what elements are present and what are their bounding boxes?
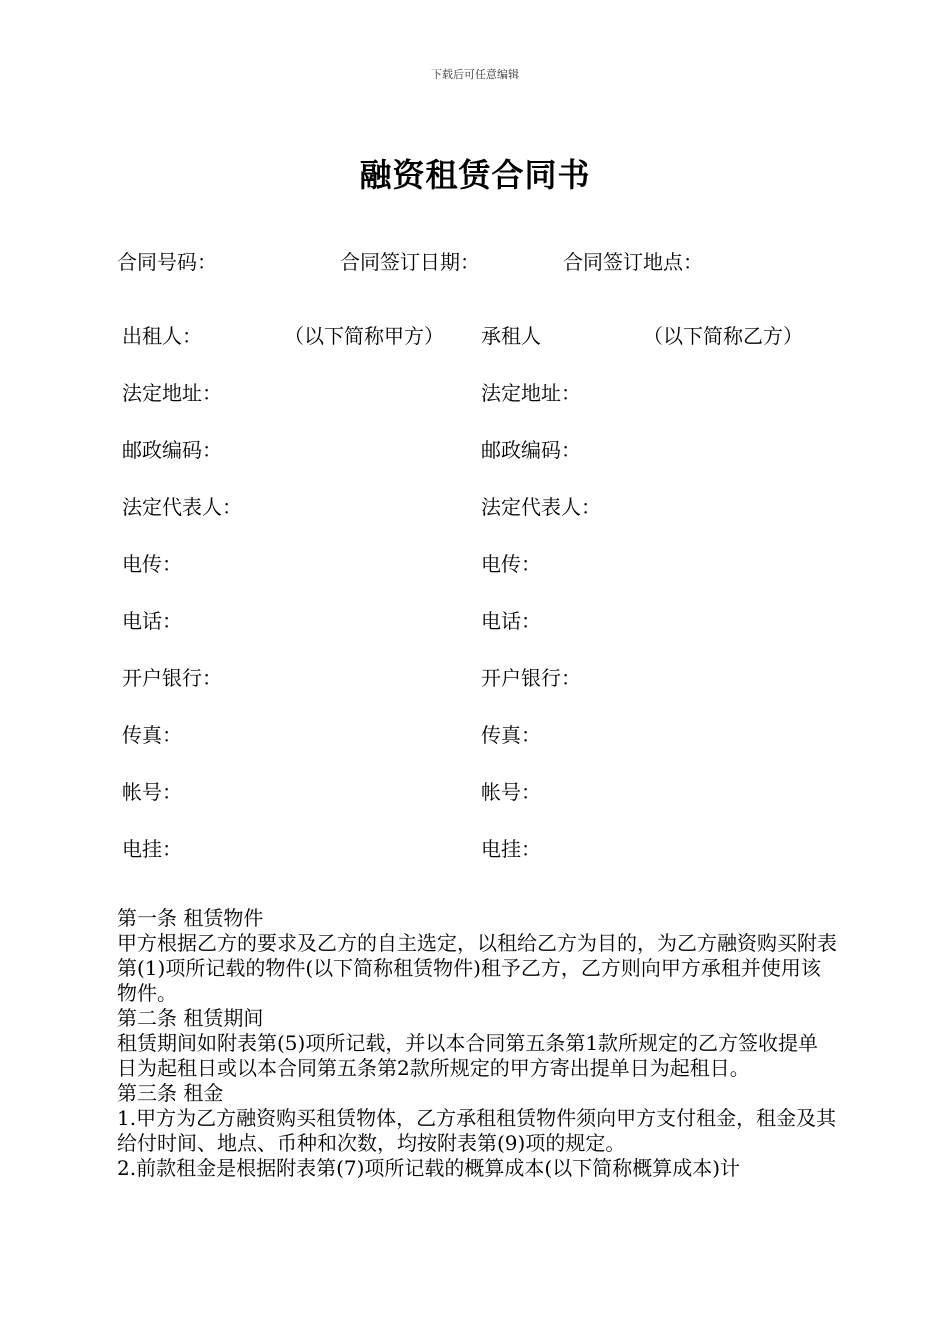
- lessor-label: 出租人：: [122, 324, 202, 348]
- sign-date-label: 合同签订日期：: [340, 250, 480, 274]
- lessee-fax: 传真：: [481, 723, 541, 747]
- lessee-telex: 电传：: [481, 552, 541, 576]
- lessee-cable: 电挂：: [481, 837, 541, 861]
- article-3-item-2: 2.前款租金是根据附表第(7)项所记载的概算成本(以下简称概算成本)计: [117, 1156, 741, 1180]
- article-1-text: 甲方根据乙方的要求及乙方的自主选定，以租给乙方为目的，为乙方融资购买附表第(1)项所记载的物件(以下简称租赁物件)租予乙方，乙方则向甲方承租并使用该物件。: [117, 931, 837, 1005]
- lessor-phone: 电话：: [122, 609, 182, 633]
- lessor-account: 帐号：: [122, 780, 182, 804]
- lessor-telex: 电传：: [122, 552, 182, 576]
- lessor-address: 法定地址：: [122, 381, 222, 405]
- lessor-fax: 传真：: [122, 723, 182, 747]
- lessor-representative: 法定代表人：: [122, 495, 242, 519]
- lessee-representative: 法定代表人：: [481, 495, 601, 519]
- lessee-bank: 开户银行：: [481, 666, 581, 690]
- lessor-cable: 电挂：: [122, 837, 182, 861]
- sign-place-label: 合同签订地点：: [563, 250, 703, 274]
- lessor-bank: 开户银行：: [122, 666, 222, 690]
- page-title: 融资租赁合同书: [359, 156, 591, 194]
- article-1-heading: 第一条 租赁物件: [117, 906, 264, 930]
- lessee-alias: （以下简称乙方）: [643, 324, 803, 348]
- lessor-alias: （以下简称甲方）: [284, 324, 444, 348]
- contract-number-label: 合同号码：: [117, 250, 217, 274]
- lessee-account: 帐号：: [481, 780, 541, 804]
- article-2-heading: 第二条 租赁期间: [117, 1006, 264, 1030]
- lessor-postcode: 邮政编码：: [122, 438, 222, 462]
- lessee-phone: 电话：: [481, 609, 541, 633]
- lessee-address: 法定地址：: [481, 381, 581, 405]
- lessee-postcode: 邮政编码：: [481, 438, 581, 462]
- header-note: 下载后可任意编辑: [431, 68, 519, 81]
- article-2-text: 租赁期间如附表第(5)项所记载，并以本合同第五条第1款所规定的乙方签收提单日为起租日或以本合同第五条第2款所规定的甲方寄出提单日为起租日。: [117, 1031, 819, 1080]
- article-3-heading: 第三条 租金: [117, 1081, 224, 1105]
- lessee-label: 承租人: [481, 324, 541, 348]
- article-3-item-1: 1.甲方为乙方融资购买租赁物体，乙方承租租赁物件须向甲方支付租金，租金及其给付时间、地点、币种和次数，均按附表第(9)项的规定。: [117, 1106, 837, 1155]
- contract-body: [117, 906, 837, 1181]
